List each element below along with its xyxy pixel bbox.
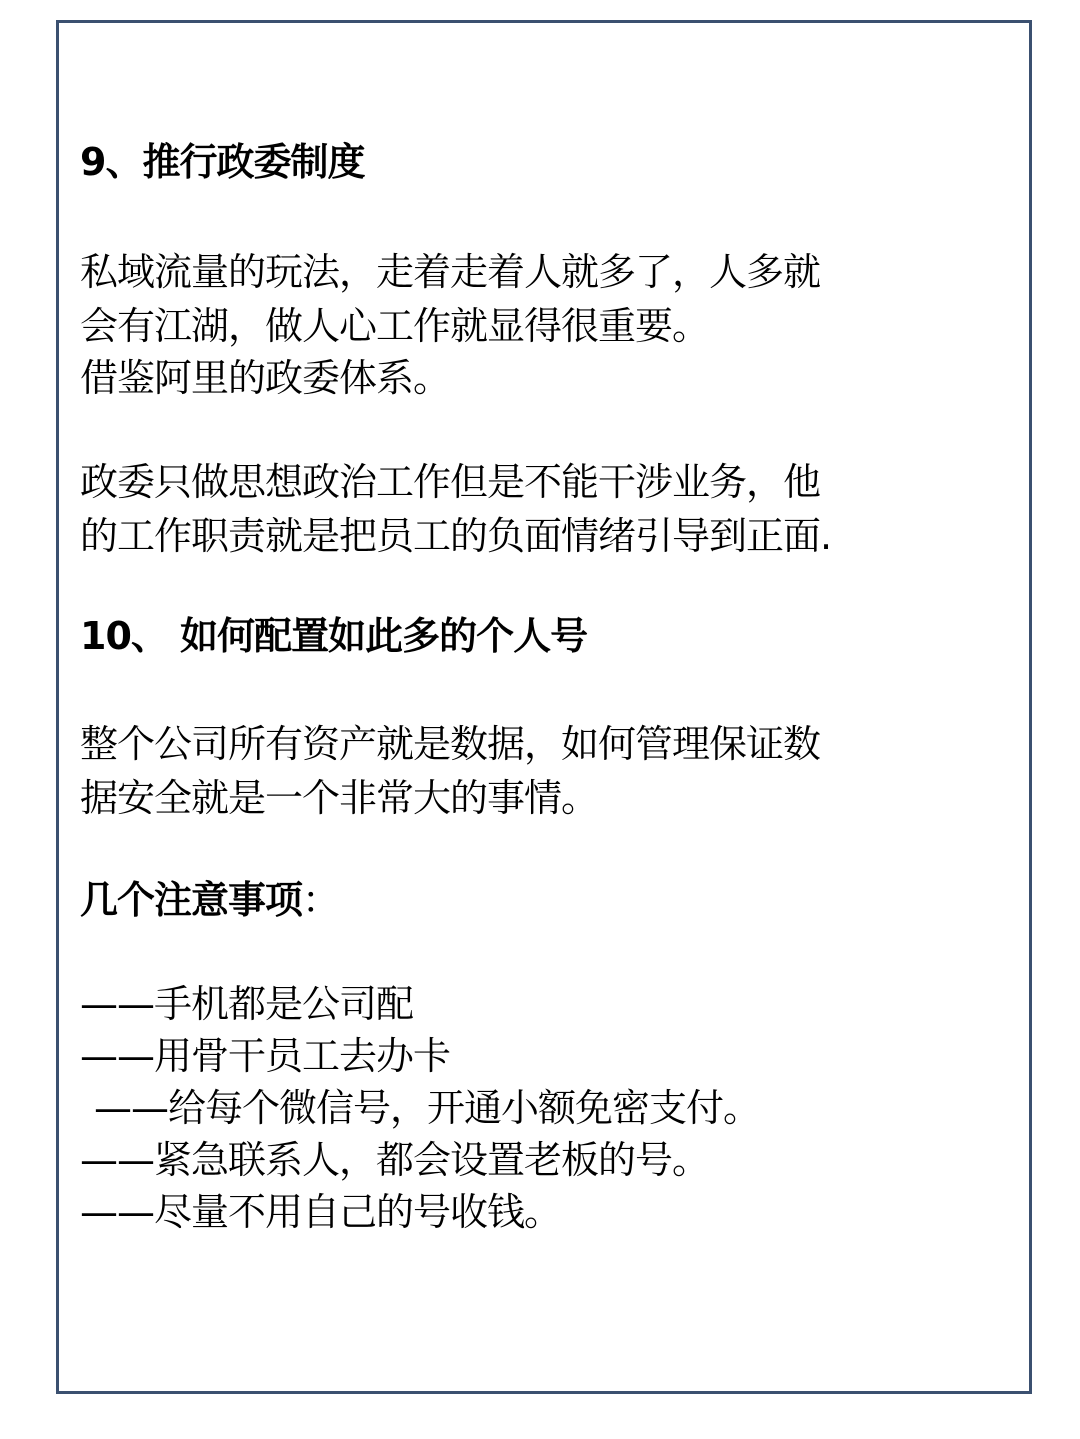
section-9-paragraph-1-line-1: 私域流量的玩法，走着走着人就多了，人多就 xyxy=(80,250,821,294)
note-item-2: ——用骨干员工去办卡 xyxy=(80,1034,451,1078)
section-9-paragraph-1-line-3: 借鉴阿里的政委体系。 xyxy=(80,356,451,400)
section-10-heading: 10、 如何配置如此多的个人号 xyxy=(80,614,588,658)
section-9-heading: 9、推行政委制度 xyxy=(80,140,365,184)
section-9-paragraph-1-line-2: 会有江湖，做人心工作就显得很重要。 xyxy=(80,304,710,348)
notes-heading-row xyxy=(80,878,339,922)
note-item-1: ——手机都是公司配 xyxy=(80,982,414,1026)
section-10-paragraph-line-2: 据安全就是一个非常大的事情。 xyxy=(80,776,599,820)
note-item-3: ——给每个微信号，开通小额免密支付。 xyxy=(94,1086,761,1130)
note-item-5: ——尽量不用自己的号收钱。 xyxy=(80,1190,562,1234)
section-9-paragraph-2-line-1: 政委只做思想政治工作但是不能干涉业务，他 xyxy=(80,460,821,504)
notes-heading: 几个注意事项 xyxy=(80,878,303,922)
note-item-4: ——紧急联系人，都会设置老板的号。 xyxy=(80,1138,710,1182)
section-10-paragraph-line-1: 整个公司所有资产就是数据，如何管理保证数 xyxy=(80,722,821,766)
page-frame xyxy=(56,20,1032,1394)
notes-heading-colon: ： xyxy=(302,878,340,922)
section-9-paragraph-2-line-2: 的工作职责就是把员工的负面情绪引导到正面. xyxy=(80,514,832,558)
